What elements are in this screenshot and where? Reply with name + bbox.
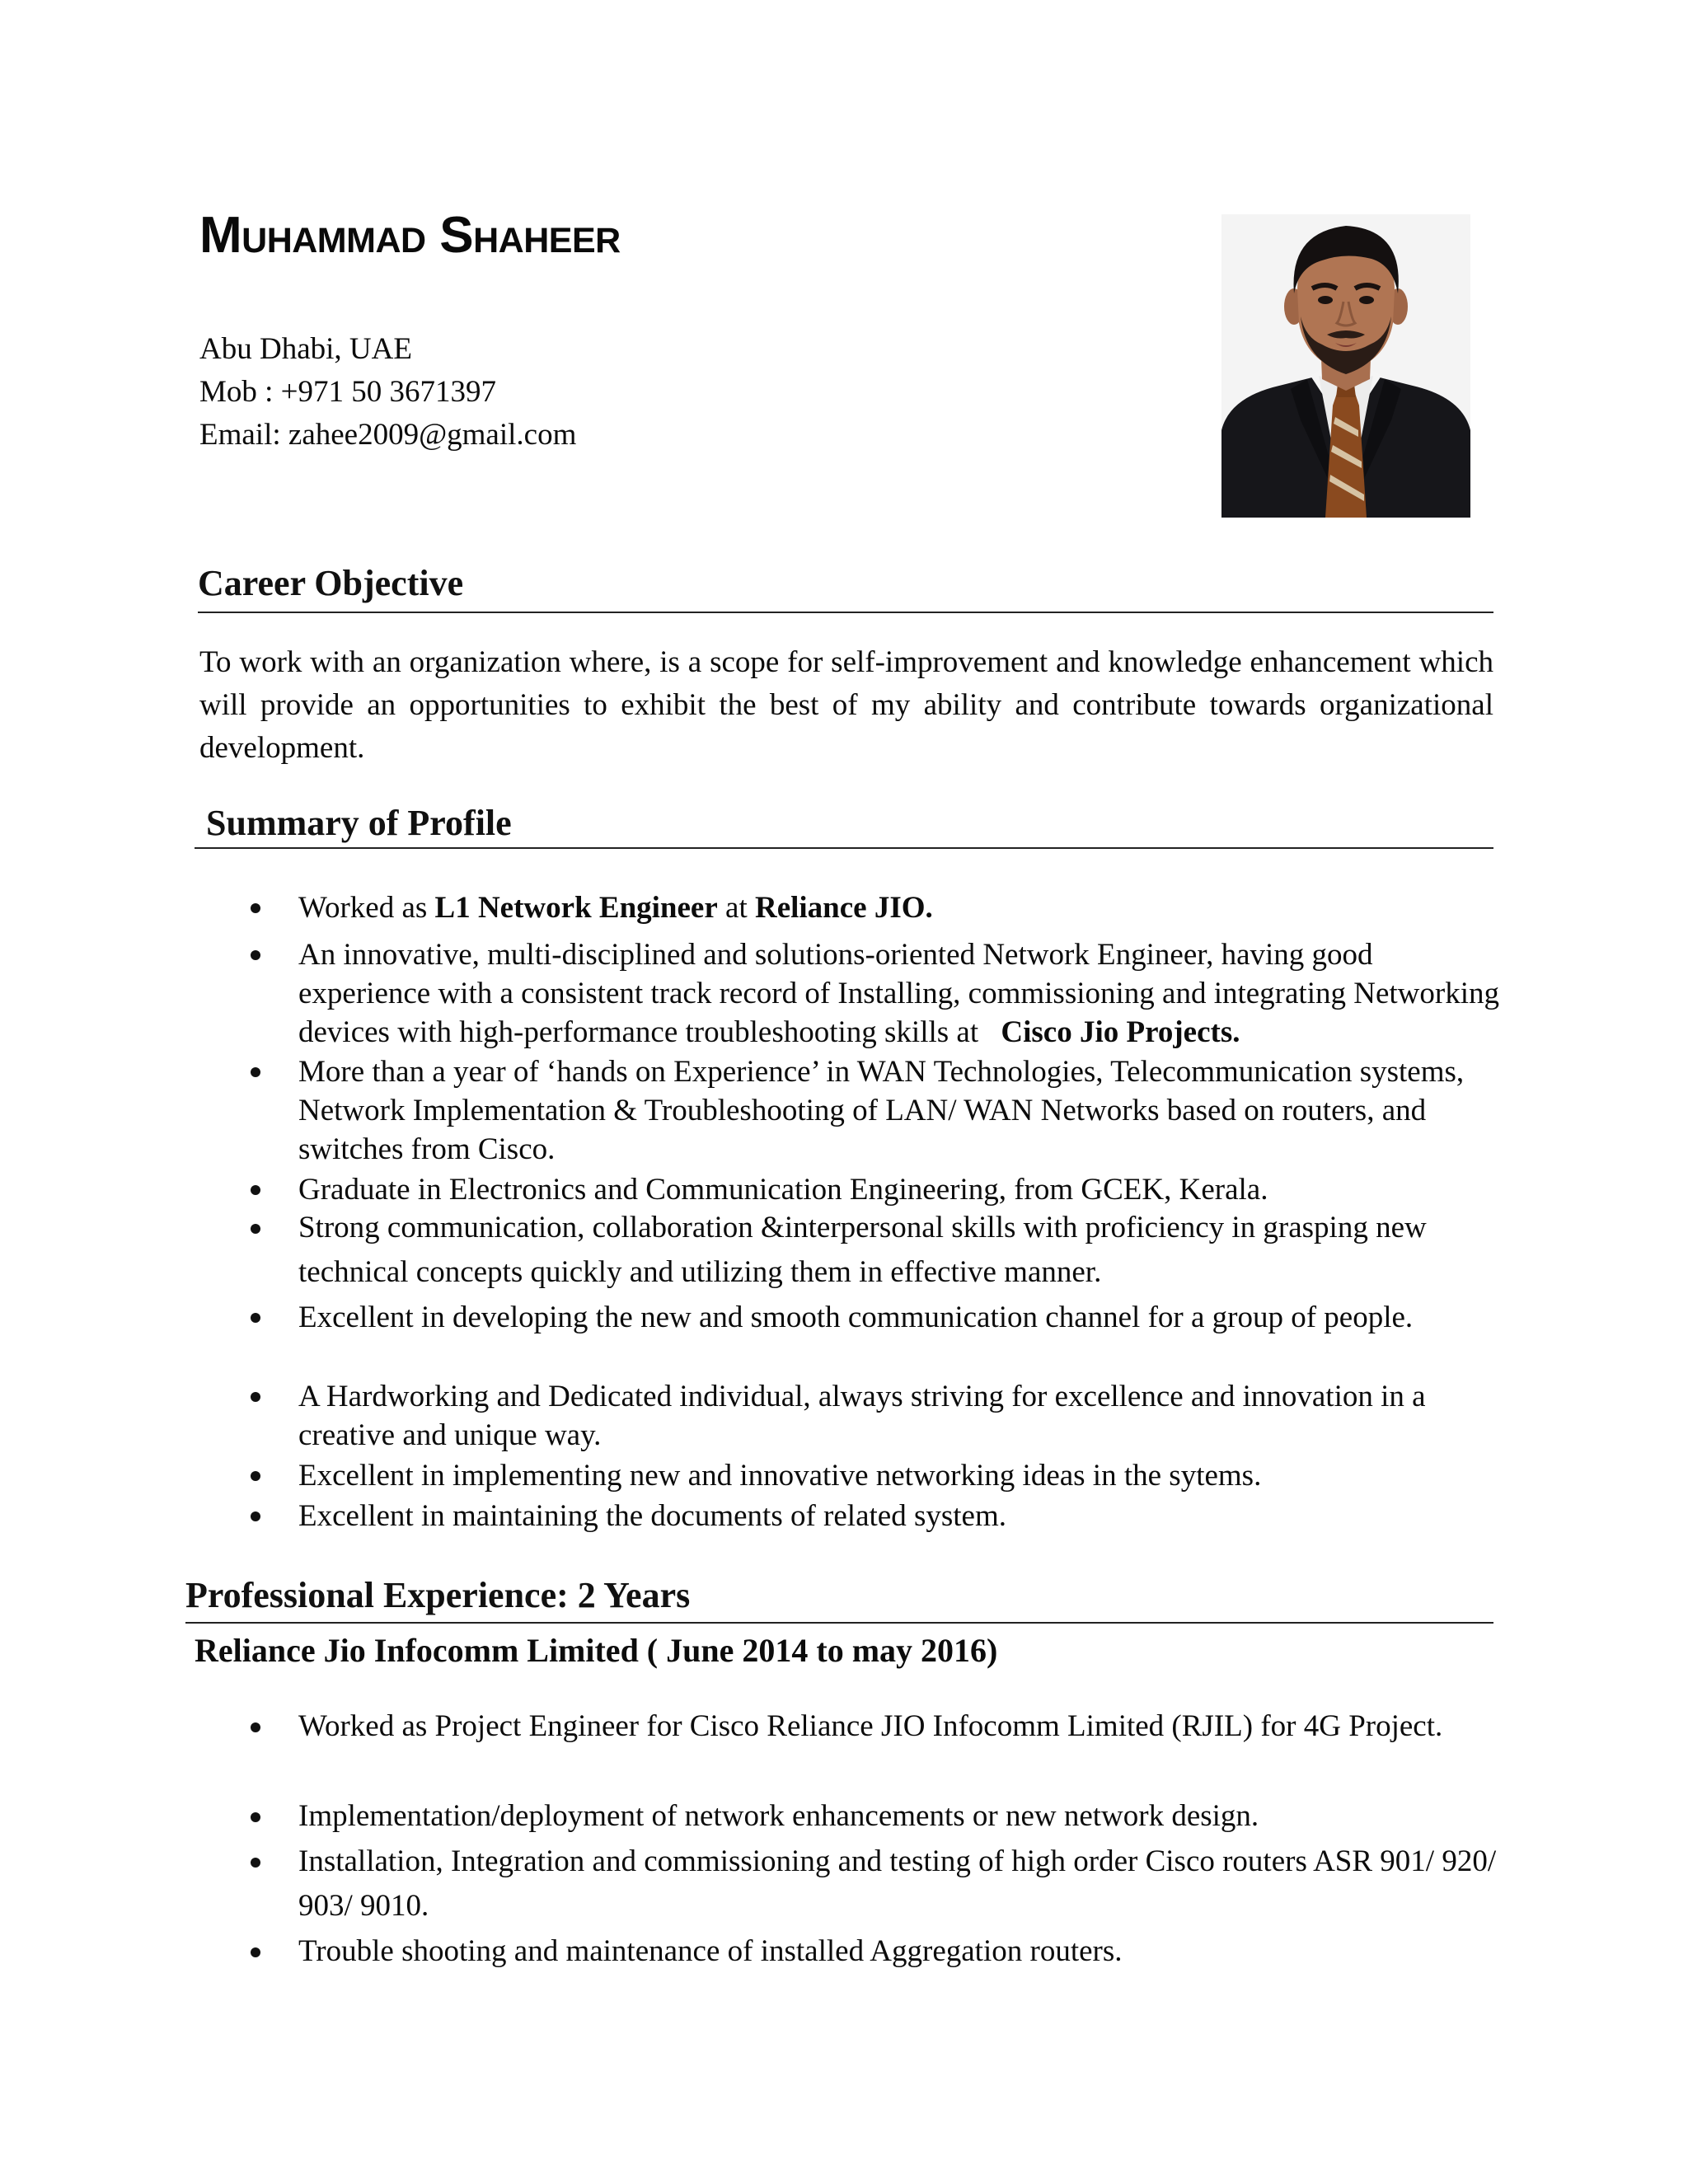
- list-item: [298, 935, 1506, 1052]
- summary-item-text: A Hardworking and Dedicated individual, always striving for excellence and innovation in a creative and unique way.: [298, 1380, 1426, 1452]
- career-objective-text: To work with an organization where, is a scope for self-improvement and knowledge enhancement which will provide an opportunities to exhibit the best of my ability and contribute towards organizational development.: [199, 645, 1493, 765]
- summary-item-prefix: Worked as: [298, 891, 435, 925]
- bullet-icon: [251, 1858, 260, 1868]
- experience-item-text: Implementation/deployment of network enhancements or new network design.: [298, 1799, 1259, 1833]
- list-item: [298, 1298, 1506, 1337]
- bullet-icon: [251, 1812, 260, 1822]
- list-item: [298, 888, 1506, 927]
- summary-item-bold: Cisco Jio Projects.: [1001, 1015, 1240, 1049]
- summary-item-mid: at: [717, 891, 755, 925]
- summary-item-text: Strong communication, collaboration &interpersonal skills with proficiency in grasping new technical concepts quickly and utilizing them in effective manner.: [298, 1211, 1427, 1289]
- bullet-icon: [251, 1947, 260, 1957]
- summary-item-text: Excellent in developing the new and smooth communication channel for a group of people.: [298, 1301, 1414, 1334]
- bullet-icon: [251, 1471, 260, 1481]
- list-item: [298, 1704, 1506, 1749]
- list-item: [298, 1456, 1506, 1495]
- experience-company: Reliance Jio Infocomm Limited ( June 2014 to may 2016): [195, 1632, 998, 1669]
- list-item: [298, 1206, 1506, 1295]
- bullet-icon: [251, 1511, 260, 1521]
- experience-item-text: Worked as Project Engineer for Cisco Reliance JIO Infocomm Limited (RJIL) for 4G Project.: [298, 1709, 1443, 1743]
- location: Abu Dhabi, UAE: [199, 332, 412, 366]
- profile-photo: [1221, 214, 1470, 518]
- contact-details: [199, 328, 576, 457]
- list-item: [298, 1794, 1506, 1839]
- bullet-icon: [251, 1313, 260, 1323]
- summary-item-text: More than a year of ‘hands on Experience’ in WAN Technologies, Telecommunication systems, Network Implementation & Troubleshooting of LAN/ WAN Networks based on routers, and switches from Cisco.: [298, 1055, 1465, 1166]
- experience-item-text: Trouble shooting and maintenance of installed Aggregation routers.: [298, 1934, 1123, 1968]
- summary-item-text: An innovative, multi-disciplined and solutions-oriented Network Engineer, having good experience with a consistent track record of Installing, commissioning and integrating Networking devices with high-performance troubleshooting skills at: [298, 938, 1499, 1049]
- bullet-icon: [251, 1185, 260, 1195]
- summary-item-text: Excellent in maintaining the documents of related system.: [298, 1499, 1006, 1533]
- summary-item-company: Reliance JIO.: [754, 891, 933, 925]
- summary-item-role: L1 Network Engineer: [434, 891, 718, 925]
- list-item: [298, 1377, 1506, 1455]
- bullet-icon: [251, 1722, 260, 1732]
- summary-heading: Summary of Profile: [206, 803, 512, 843]
- mobile-number: Mob : +971 50 3671397: [199, 375, 497, 409]
- career-objective-heading: Career Objective: [198, 563, 464, 603]
- email-address: Email: zahee2009@gmail.com: [199, 418, 577, 452]
- list-item: [298, 1497, 1506, 1535]
- bullet-icon: [251, 1392, 260, 1402]
- profile-photo-illustration: [1221, 214, 1470, 518]
- summary-item-text: Graduate in Electronics and Communication Engineering, from GCEK, Kerala.: [298, 1173, 1268, 1207]
- bullet-icon: [251, 1224, 260, 1234]
- bullet-icon: [251, 903, 260, 913]
- list-item: [298, 1170, 1506, 1209]
- experience-heading: Professional Experience: 2 Years: [185, 1575, 691, 1615]
- summary-item-text: Excellent in implementing new and innovative networking ideas in the sytems.: [298, 1459, 1262, 1493]
- bullet-icon: [251, 1067, 260, 1077]
- experience-divider: [185, 1622, 1493, 1624]
- list-item: [298, 1052, 1506, 1169]
- bullet-icon: [251, 950, 260, 960]
- experience-item-text: Installation, Integration and commissioning and testing of high order Cisco routers ASR 901/ 920/ 903/ 9010.: [298, 1844, 1497, 1923]
- list-item: [298, 1929, 1506, 1974]
- career-objective-divider: [198, 612, 1493, 613]
- summary-divider: [195, 847, 1493, 849]
- candidate-name: Muhammad Shaheer: [199, 207, 621, 264]
- list-item: [298, 1840, 1506, 1929]
